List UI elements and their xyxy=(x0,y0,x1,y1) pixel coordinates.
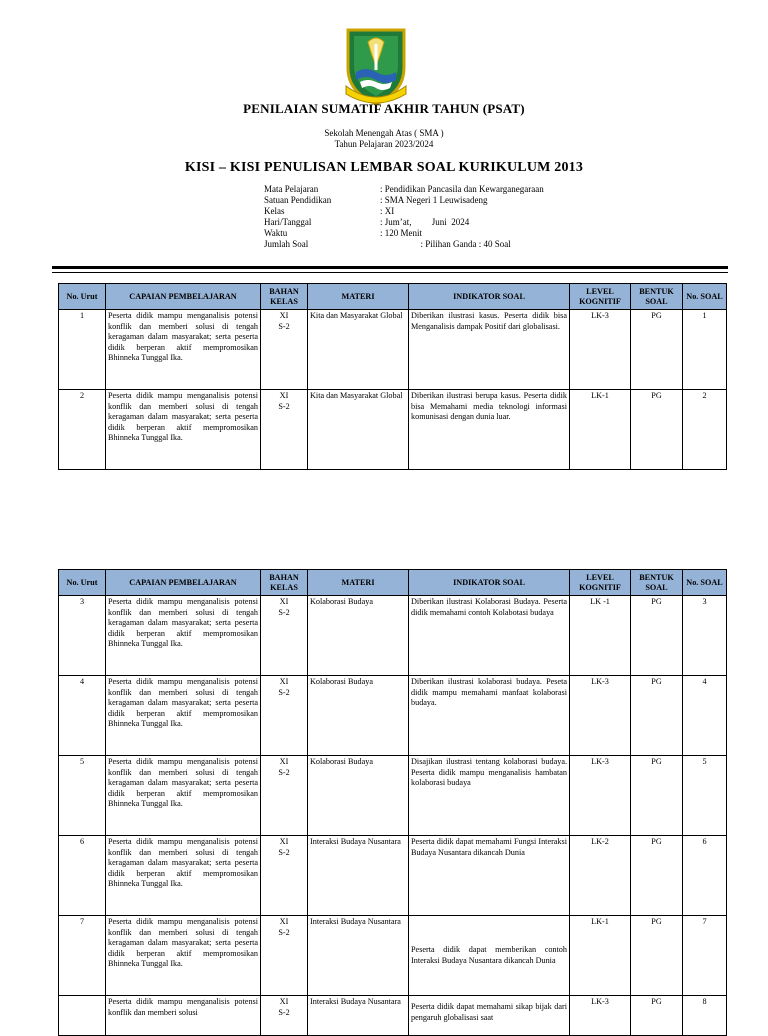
cell-materi: Kolaborasi Budaya xyxy=(308,756,409,836)
info-value: : Pilihan Ganda : 40 Soal xyxy=(380,238,511,249)
cell-no: 6 xyxy=(59,836,106,916)
cell-no xyxy=(59,996,106,1036)
cell-bahan: XI S-2 xyxy=(261,310,308,390)
cell-level: LK-3 xyxy=(570,756,631,836)
table-row xyxy=(59,390,727,470)
cell-indikator: Diberikan ilustrasi berupa kasus. Peserta didik bisa Memahami media teknologi informasi komunisasi dengan dunia luar. xyxy=(409,390,570,470)
info-label: Satuan Pendidikan xyxy=(264,194,332,205)
cell-bentuk: PG xyxy=(631,596,683,676)
cell-no: 7 xyxy=(59,916,106,996)
cell-materi: Interaksi Budaya Nusantara xyxy=(308,836,409,916)
info-label: Mata Pelajaran xyxy=(264,184,319,194)
info-value: : Jum’at, Juni 2024 xyxy=(380,216,470,227)
cell-no: 3 xyxy=(59,596,106,676)
cell-indikator: Diberikan ilustrasi kolaborasi budaya. Peseta didik mampu memahami manfaat kolaborasi budaya. xyxy=(409,676,570,756)
cell-capaian: Peserta didik mampu menganalisis potensi konflik dan memberi solusi di tengah keragaman dalam masyarakat; serta peserta didik berperan aktif mempromosikan Bhinneka Tunggal Ika. xyxy=(106,756,261,836)
cell-level: LK-3 xyxy=(570,996,631,1036)
cell-no-soal: 6 xyxy=(683,836,727,916)
cell-indikator: Peserta didik dapat memahami Fungsi Interaksi Budaya Nusantara dikancah Dunia xyxy=(409,836,570,916)
cell-bentuk: PG xyxy=(631,390,683,470)
table-row xyxy=(59,676,727,756)
cell-capaian: Peserta didik mampu menganalisis potensi konflik dan memberi solusi di tengah keragaman dalam masyarakat; serta peserta didik berperan aktif mempromosikan Bhinneka Tunggal Ika. xyxy=(106,596,261,676)
cell-indikator: Disajikan ilustrasi tentang kolaborasi budaya. Peserta didik mampu menganalisis hambatan kolaborasi budaya xyxy=(409,756,570,836)
cell-bahan: XI S-2 xyxy=(261,596,308,676)
cell-level: LK-2 xyxy=(570,836,631,916)
cell-bahan: XI S-2 xyxy=(261,390,308,470)
header-bahan-kelas: BAHAN KELAS xyxy=(261,570,308,596)
cell-bahan: XI S-2 xyxy=(261,756,308,836)
cell-no-soal: 2 xyxy=(683,390,727,470)
cell-indikator: Peserta didik dapat memahami sikap bijak dari pengaruh globalisasi saat xyxy=(409,996,570,1036)
document-title: KISI – KISI PENULISAN LEMBAR SOAL KURIKULUM 2013 xyxy=(184,160,584,175)
info-label: Jumlah Soal xyxy=(264,238,309,249)
exam-info xyxy=(264,184,544,249)
header-capaian: CAPAIAN PEMBELAJARAN xyxy=(106,570,261,596)
cell-level: LK-1 xyxy=(570,390,631,470)
table-row xyxy=(59,310,727,390)
cell-no-soal: 4 xyxy=(683,676,727,756)
cell-bentuk: PG xyxy=(631,996,683,1036)
academic-year: Tahun Pelajaran 2023/2024 xyxy=(334,139,434,149)
cell-bentuk: PG xyxy=(631,836,683,916)
cell-bentuk: PG xyxy=(631,310,683,390)
cell-materi: Kita dan Masyarakat Global xyxy=(308,390,409,470)
header-level: LEVEL KOGNITIF xyxy=(570,570,631,596)
cell-no-soal: 5 xyxy=(683,756,727,836)
info-row xyxy=(264,195,544,206)
cell-no: 1 xyxy=(59,310,106,390)
cell-materi: Kita dan Masyarakat Global xyxy=(308,310,409,390)
info-row xyxy=(264,217,544,228)
cell-capaian: Peserta didik mampu menganalisis potensi konflik dan memberi solusi di tengah keragaman dalam masyarakat; serta peserta didik berperan aktif mempromosikan Bhinneka Tunggal Ika. xyxy=(106,916,261,996)
info-row xyxy=(264,228,544,239)
assessment-title: PENILAIAN SUMATIF AKHIR TAHUN (PSAT) xyxy=(243,101,525,116)
school-type: Sekolah Menengah Atas ( SMA ) xyxy=(324,128,444,138)
cell-no: 4 xyxy=(59,676,106,756)
table-row xyxy=(59,836,727,916)
cell-bahan: XI S-2 xyxy=(261,676,308,756)
header-indikator: INDIKATOR SOAL xyxy=(409,284,570,310)
cell-no: 2 xyxy=(59,390,106,470)
cell-bahan: XI S-2 xyxy=(261,916,308,996)
cell-capaian: Peserta didik mampu menganalisis potensi konflik dan memberi solusi xyxy=(106,996,261,1036)
cell-indikator: Diberikan ilustrasi kasus. Peserta didik bisa Menganalisis dampak Positif dari globalisasi. xyxy=(409,310,570,390)
info-label: Waktu xyxy=(264,227,288,238)
table-row xyxy=(59,996,727,1036)
info-value: : 120 Menit xyxy=(380,227,422,238)
header-bentuk: BENTUK SOAL xyxy=(631,284,683,310)
header-indikator: INDIKATOR SOAL xyxy=(409,570,570,596)
info-value: : SMA Negeri 1 Leuwisadeng xyxy=(380,194,488,205)
table-row xyxy=(59,916,727,996)
divider-thin xyxy=(52,272,728,273)
info-value: : XI xyxy=(380,205,395,216)
table-row xyxy=(59,596,727,676)
kisi-table-1 xyxy=(58,283,727,470)
cell-materi: Kolaborasi Budaya xyxy=(308,596,409,676)
header-materi: MATERI xyxy=(308,570,409,596)
cell-no-soal: 1 xyxy=(683,310,727,390)
cell-no-soal: 8 xyxy=(683,996,727,1036)
header-capaian: CAPAIAN PEMBELAJARAN xyxy=(106,284,261,310)
cell-capaian: Peserta didik mampu menganalisis potensi konflik dan memberi solusi di tengah keragaman dalam masyarakat; serta peserta didik berperan aktif mempromosikan Bhinneka Tunggal Ika. xyxy=(106,310,261,390)
cell-no-soal: 3 xyxy=(683,596,727,676)
info-row xyxy=(264,184,544,195)
west-java-emblem-logo xyxy=(342,26,410,106)
cell-level: LK-3 xyxy=(570,676,631,756)
cell-level: LK -1 xyxy=(570,596,631,676)
cell-indikator: Diberikan ilustrasi Kolaborasi Budaya. Peserta didik memahami contoh Kolabotasi budaya xyxy=(409,596,570,676)
cell-indikator: Peserta didik dapat memberikan contoh Interaksi Budaya Nusantara dikancah Dunia xyxy=(409,916,570,996)
cell-no: 5 xyxy=(59,756,106,836)
header-no-urut: No. Urut xyxy=(59,570,106,596)
kisi-table-2 xyxy=(58,569,727,1036)
cell-level: LK-1 xyxy=(570,916,631,996)
cell-bentuk: PG xyxy=(631,916,683,996)
info-value: : Pendidikan Pancasila dan Kewarganegaraan xyxy=(380,184,544,194)
cell-capaian: Peserta didik mampu menganalisis potensi konflik dan memberi solusi di tengah keragaman dalam masyarakat; serta peserta didik berperan aktif mempromosikan Bhinneka Tunggal Ika. xyxy=(106,836,261,916)
cell-bentuk: PG xyxy=(631,676,683,756)
cell-materi: Interaksi Budaya Nusantara xyxy=(308,916,409,996)
header-materi: MATERI xyxy=(308,284,409,310)
cell-no-soal: 7 xyxy=(683,916,727,996)
cell-bentuk: PG xyxy=(631,756,683,836)
cell-bahan: XI S-2 xyxy=(261,996,308,1036)
info-label: Kelas xyxy=(264,205,285,216)
cell-capaian: Peserta didik mampu menganalisis potensi konflik dan memberi solusi di tengah keragaman dalam masyarakat; serta peserta didik berperan aktif mempromosikan Bhinneka Tunggal Ika. xyxy=(106,390,261,470)
info-row xyxy=(264,206,544,217)
header-no-soal: No. SOAL xyxy=(683,284,727,310)
header-bahan-kelas: BAHAN KELAS xyxy=(261,284,308,310)
header-no-urut: No. Urut xyxy=(59,284,106,310)
cell-capaian: Peserta didik mampu menganalisis potensi konflik dan memberi solusi di tengah keragaman dalam masyarakat; serta peserta didik berperan aktif mempromosikan Bhinneka Tunggal Ika. xyxy=(106,676,261,756)
cell-materi: Kolaborasi Budaya xyxy=(308,676,409,756)
header-no-soal: No. SOAL xyxy=(683,570,727,596)
divider-thick xyxy=(52,266,728,269)
cell-level: LK-3 xyxy=(570,310,631,390)
header-level: LEVEL KOGNITIF xyxy=(570,284,631,310)
cell-materi: Interaksi Budaya Nusantara xyxy=(308,996,409,1036)
table-row xyxy=(59,756,727,836)
info-row xyxy=(264,239,544,250)
info-label: Hari/Tanggal xyxy=(264,216,312,227)
cell-bahan: XI S-2 xyxy=(261,836,308,916)
header-bentuk: BENTUK SOAL xyxy=(631,570,683,596)
